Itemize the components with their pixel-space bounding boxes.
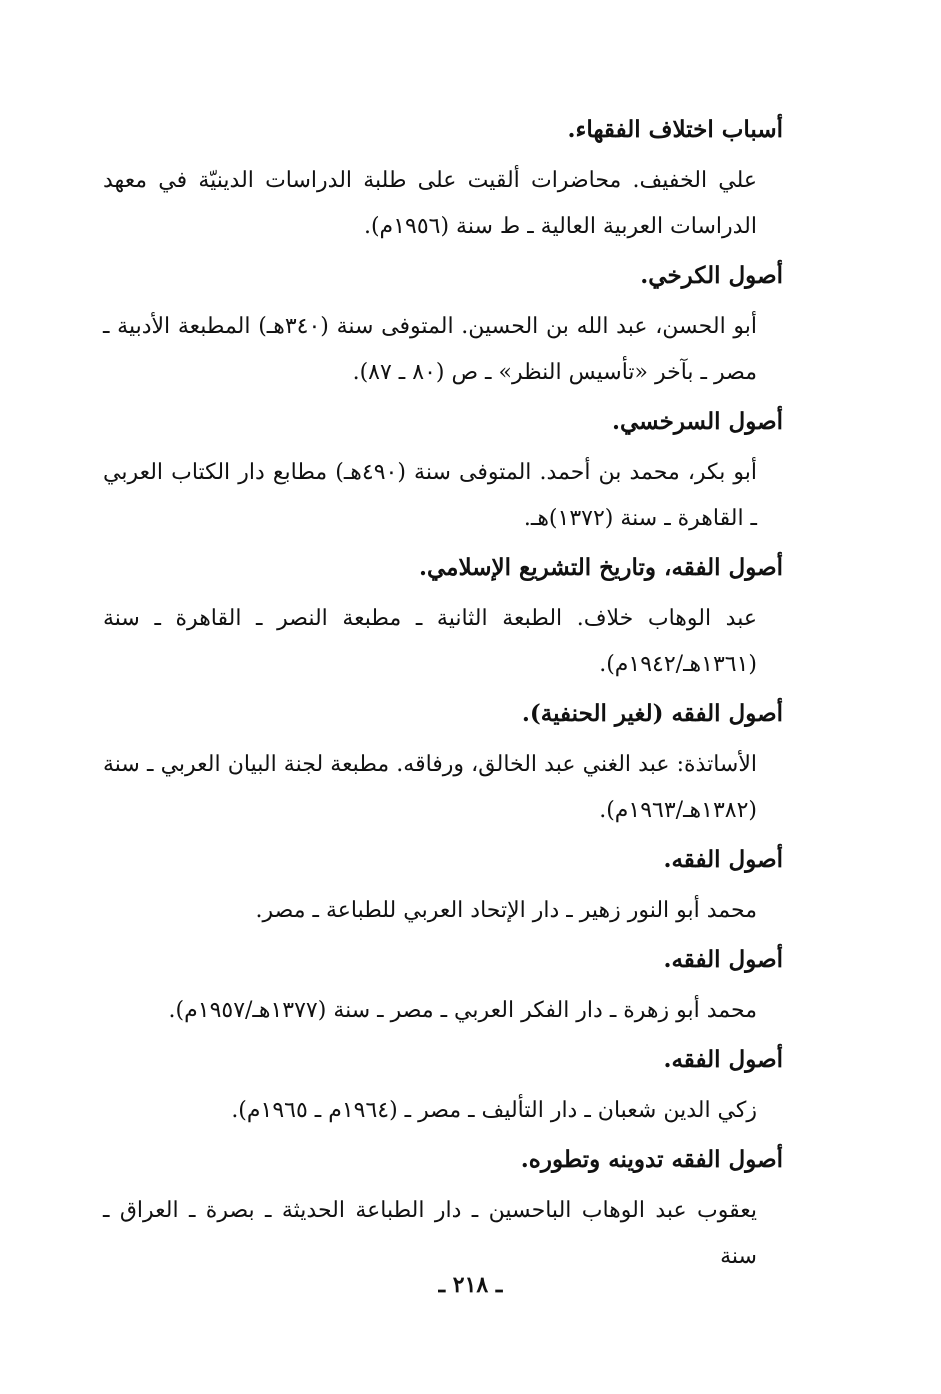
bibliography-entry <box>103 550 783 688</box>
bibliography-entry <box>103 1042 783 1134</box>
entry-title: أصول الكرخي. <box>640 262 783 289</box>
entry-title: أصول الفقه. <box>663 946 783 973</box>
entry-details: أبو الحسن، عبد الله بن الحسين. المتوفى سنة (٣٤٠هـ) المطبعة الأدبية ـ مصر ـ بآخر «تأسيس النظر» ـ ص (٨٠ ـ ٨٧). <box>103 314 757 385</box>
entry-title: أصول السرخسي. <box>611 408 783 435</box>
entry-title: أصول الفقه، وتاريخ التشريع الإسلامي. <box>418 554 783 581</box>
entry-details: زكي الدين شعبان ـ دار التأليف ـ مصر ـ (١٩٦٤م ـ ١٩٦٥م). <box>231 1098 757 1123</box>
bibliography-entry <box>103 404 783 542</box>
entry-details: عبد الوهاب خلاف. الطبعة الثانية ـ مطبعة النصر ـ القاهرة ـ سنة (١٣٦١هـ/١٩٤٢م). <box>103 606 757 677</box>
entry-details: علي الخفيف. محاضرات ألقيت على طلبة الدراسات الدينيّة في معهد الدراسات العربية العالية ـ ط سنة (١٩٥٦م). <box>103 168 757 239</box>
bibliography-list <box>103 112 783 1288</box>
entry-title: أصول الفقه. <box>663 1046 783 1073</box>
entry-details: يعقوب عبد الوهاب الباحسين ـ دار الطباعة الحديثة ـ بصرة ـ العراق ـ سنة <box>103 1198 757 1269</box>
entry-details: الأساتذة: عبد الغني عبد الخالق، ورفاقه. مطبعة لجنة البيان العربي ـ سنة (١٣٨٢هـ/١٩٦٣م). <box>103 752 757 823</box>
entry-details: أبو بكر، محمد بن أحمد. المتوفى سنة (٤٩٠هـ) مطابع دار الكتاب العربي ـ القاهرة ـ سنة (١٣٧٢)هـ. <box>103 460 758 531</box>
bibliography-entry <box>103 112 783 250</box>
bibliography-entry <box>103 842 783 934</box>
page-number: ـ ٢١٨ ـ <box>438 1272 503 1298</box>
entry-title: أصول الفقه. <box>663 846 783 873</box>
bibliography-entry <box>103 942 783 1034</box>
bibliography-entry <box>103 1142 783 1280</box>
bibliography-entry <box>103 696 783 834</box>
bibliography-entry <box>103 258 783 396</box>
entry-title: أسباب اختلاف الفقهاء. <box>567 116 783 143</box>
entry-title: أصول الفقه (لغير الحنفية). <box>521 700 783 727</box>
entry-details: محمد أبو النور زهير ـ دار الإتحاد العربي للطباعة ـ مصر. <box>255 898 757 923</box>
entry-details: محمد أبو زهرة ـ دار الفكر العربي ـ مصر ـ سنة (١٣٧٧هـ/١٩٥٧م). <box>168 998 757 1023</box>
entry-title: أصول الفقه تدوينه وتطوره. <box>520 1146 783 1173</box>
